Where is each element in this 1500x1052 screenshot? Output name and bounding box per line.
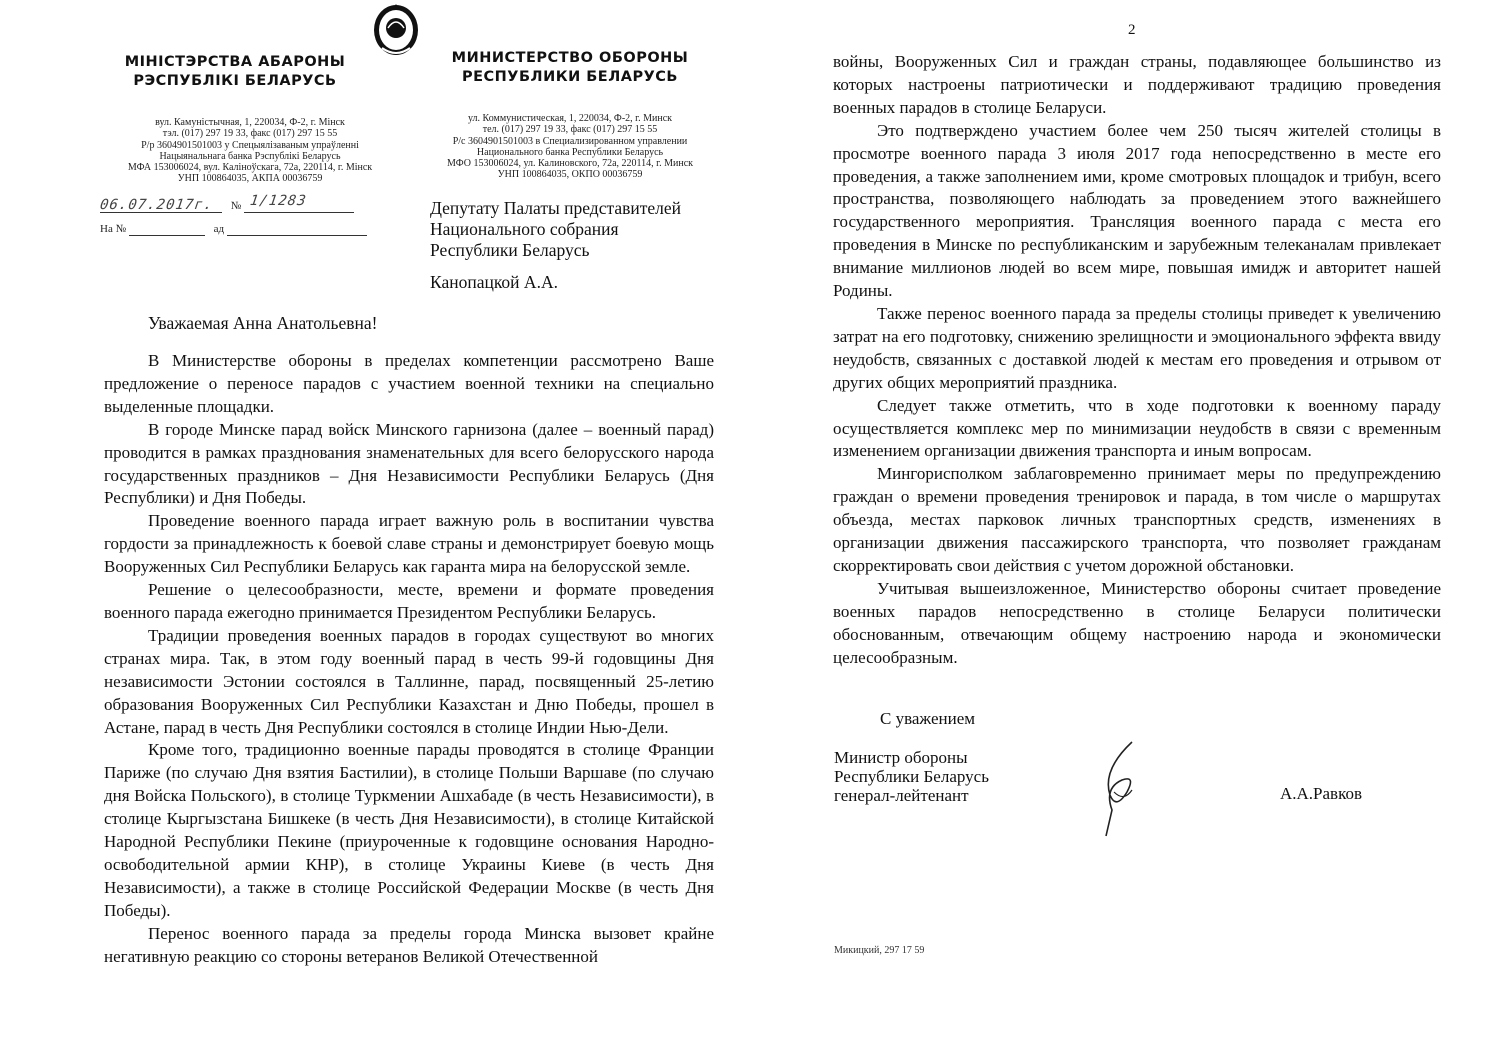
reg-number-label: №	[230, 200, 242, 212]
signatory-name: А.А.Равков	[1280, 784, 1363, 803]
reference-line	[100, 222, 367, 236]
paragraph: Традиции проведения военных парадов в городах существуют во многих странах мира. Так, в этом году военный парад в честь 99-й годовщины Дня независимости Эстонии состоялся в Таллинне, парад, посвященный 25-летию образования Вооруженных Сил Республики Казахстан и Дню Победы, прошел в Астане, парад в честь Дня Республики состоялся в столице Индии Нью-Дели.	[104, 625, 714, 737]
paragraph: Решение о целесообразности, месте, времени и формате проведения военного парада ежегодно принимается Президентом Республики Беларусь.	[104, 580, 714, 622]
requisites-belarusian: вул. Камуністычная, 1, 220034, Ф-2, г. Мінск тэл. (017) 297 19 33, факс (017) 297 15 55 Р/р 3604901501003 у Спецыялізаваным упраўленні Нацыянальнага банка Рэспублікі Беларусь МФА 153006024, вул. Каліноўскага, 72а, 220114, г. Мінск УНП 100864035, АКПА 00036759	[127, 117, 373, 185]
paragraph: Мингорисполком заблаговременно принимает меры по предупреждению граждан о времени проведения тренировок и парада, в том числе о маршрутах объезда, местах парковок личных транспортных средств, изменениях в организации движения пассажирского транспорта, что позволяет гражданам скорректировать свои действия с учетом дорожной обстановки.	[833, 464, 1441, 575]
paragraph: Перенос военного парада за пределы города Минска вызовет крайне негативную реакцию со стороны ветеранов Великой Отечественной	[104, 923, 714, 966]
page-number: 2	[1128, 22, 1136, 38]
reference-date-underline	[227, 224, 367, 236]
reference-label: На №	[100, 223, 127, 235]
salutation: Уважаемая Анна Анатольевна!	[148, 313, 378, 333]
requisites-russian: ул. Коммунистическая, 1, 220034, Ф-2, г. Минск тел. (017) 297 19 33, факс (017) 297 15 55 Р/с 3604901501003 в Специализированном управлении Национального банка Республики Беларусь МФО 153006024, ул. Калиновского, 72а, 220114, г. Минск УНП 100864035, ОКПО 00036759	[446, 113, 694, 181]
paragraph: Это подтверждено участием более чем 250 тысяч жителей столицы в просмотре военного парада 3 июля 2017 года непосредственно в месте его проведения, а также заполнением ими, кроме смотровых площадок и трибун, всего пространства, позволяющего наблюдать за проведением этого важнейшего государственного мероприятия. Трансляция военного парада с места его проведения в Минске по республиканским и зарубежным телеканалам привлекает внимание миллионов людей во всем мире, повышая имидж и авторитет нашей Родины.	[833, 120, 1441, 301]
paragraph: Также перенос военного парада за пределы столицы приведет к увеличению затрат на его подготовку, снижению зрелищности и эмоционального эффекта ввиду неудобств, связанных с доставкой людей к местам его проведения и отрывом от других общих мероприятий праздника.	[833, 303, 1441, 392]
paragraph: Следует также отметить, что в ходе подготовки к военному параду осуществляется комплекс мер по минимизации неудобств в связи с временным изменением организации движения транспорта и иным вопросам.	[833, 395, 1441, 461]
ministry-title-russian: МИНИСТЕРСТВО ОБОРОНЫ РЕСПУБЛИКИ БЕЛАРУСЬ	[451, 50, 689, 85]
reg-number-handwritten: 1/1283	[248, 193, 308, 209]
paragraph: Учитывая вышеизложенное, Министерство обороны считает проведение военных парадов непосредственно в столице Беларуси политически обоснованным, отвечающим общему настроению народа и экономически целесообразным.	[833, 578, 1441, 667]
handwritten-signature-icon	[1092, 740, 1152, 840]
paragraph: В Министерстве обороны в пределах компетенции рассмотрено Ваше предложение о переносе парадов с участием военной техники на специально выделенные площадки.	[104, 351, 714, 416]
letter-body-page-1	[104, 350, 714, 968]
paragraph: В городе Минске парад войск Минского гарнизона (далее – военный парад) проводится в рамках празднования знаменательных для всего белорусского народа государственных праздников – Дня Независимости Республики Беларусь (Дня Республики) и Дня Победы.	[104, 419, 714, 508]
addressee-name: Канопацкой А.А.	[430, 272, 558, 292]
signatory-position: Министр обороны Республики Беларусь генерал-лейтенант	[834, 748, 989, 805]
letter-body-page-2	[833, 51, 1441, 669]
paragraph: Проведение военного парада играет важную роль в воспитании чувства гордости за принадлежность к боевой славе страны и демонстрирует боевую мощь Вооруженных Сил Республики Беларусь как гаранта мира на белорусской земле.	[104, 511, 714, 577]
state-emblem-icon	[372, 0, 420, 56]
closing-regards: С уважением	[880, 709, 976, 728]
ministry-title-belarusian: МІНІСТЭРСТВА АБАРОНЫ РЭСПУБЛІКІ БЕЛАРУСЬ	[124, 54, 346, 89]
paragraph: Кроме того, традиционно военные парады проводятся в столице Франции Париже (по случаю Дня взятия Бастилии), в столице Польши Варшаве (по случаю дня Войска Польского), в столице Туркмении Ашхабаде (в честь Независимости), в столице Кыргызстана Бишкеке (в честь Дня Независимости), в столице Китайской Народной Республики Пекине (приуроченные к годовщине основания Народно-освободительной армии КНР), в столице Украины Киеве (в честь Дня Независимости), а также в столице Российской Федерации Москве (в честь Дня Победы).	[104, 740, 714, 920]
paragraph-continuation: войны, Вооруженных Сил и граждан страны, подавляющее большинство из которых настроены патриотически и поддерживают традицию проведения военных парадов в столице Беларуси.	[833, 52, 1441, 117]
reference-from-label: ад	[213, 223, 225, 235]
executor-info: Микицкий, 297 17 59	[834, 945, 925, 956]
addressee-block: Депутату Палаты представителей Национального собрания Республики Беларусь	[430, 198, 681, 260]
reg-date-handwritten: 06.07.2017г.	[98, 197, 215, 213]
reference-number-underline	[129, 224, 205, 236]
